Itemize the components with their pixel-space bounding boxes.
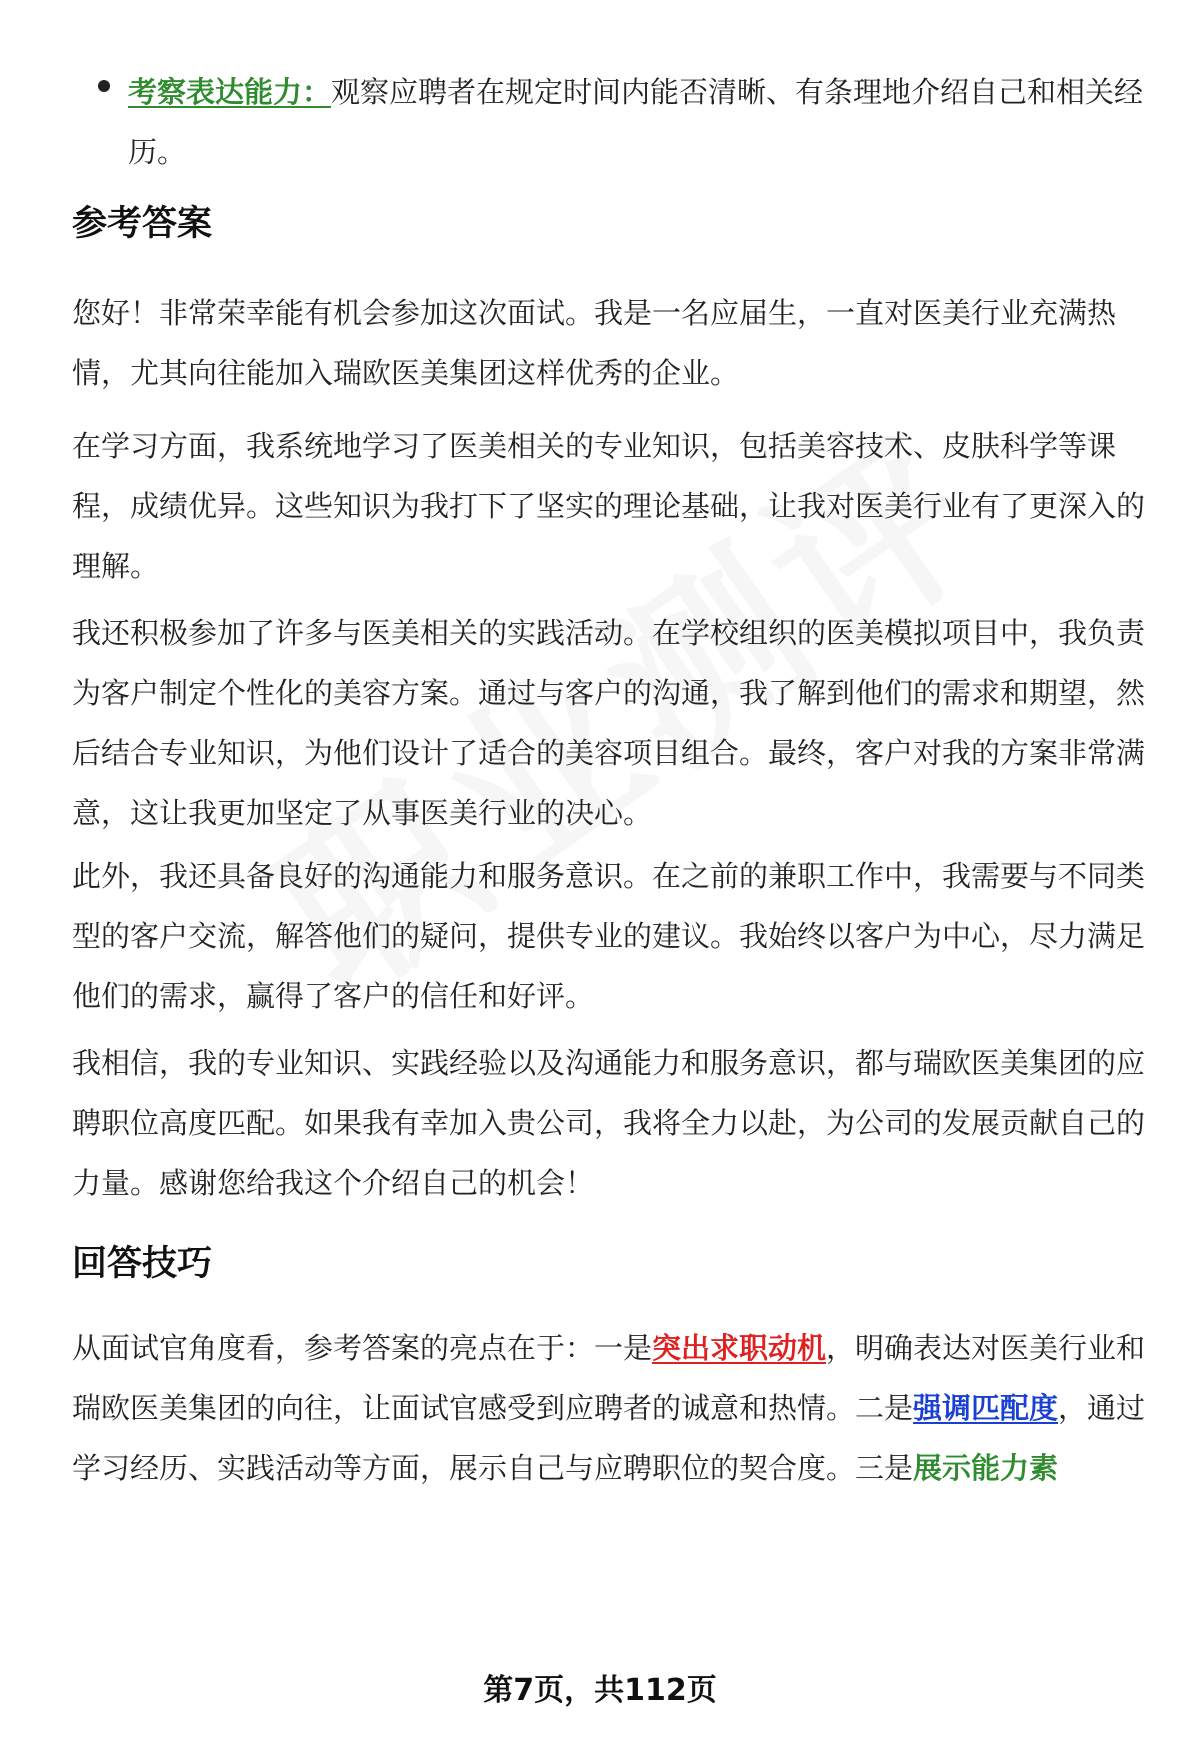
tips-text-1: 从面试官角度看，参考答案的亮点在于：一是 xyxy=(72,1331,653,1365)
tips-paragraph xyxy=(72,1318,1147,1498)
reference-paragraph-5: 我相信，我的专业知识、实践经验以及沟通能力和服务意识，都与瑞欧医美集团的应聘职位高度匹配。如果我有幸加入贵公司，我将全力以赴，为公司的发展贡献自己的力量。感谢您给我这个介绍自己的机会！ xyxy=(72,1046,1146,1200)
bullet-item xyxy=(128,62,1158,182)
tips-text-2: ，明确表达对医美行业和瑞欧医美集团的向往，让面试官感受到应聘者的诚意和热情。二是 xyxy=(72,1331,1146,1425)
heading-reference-answer: 参考答案 xyxy=(72,204,213,244)
bullet-text: 观察应聘者在规定时间内能否清晰、有条理地介绍自己和相关经历。 xyxy=(128,75,1144,169)
heading-answer-tips: 回答技巧 xyxy=(72,1244,213,1284)
page-number: 第7页，共112页 xyxy=(483,1673,717,1708)
tips-text-3: ，通过学习经历、实践活动等方面，展示自己与应聘职位的契合度。三是 xyxy=(72,1391,1146,1485)
reference-paragraph-4: 此外，我还具备良好的沟通能力和服务意识。在之前的兼职工作中，我需要与不同类型的客户交流，解答他们的疑问，提供专业的建议。我始终以客户为中心，尽力满足他们的需求，赢得了客户的信任和好评。 xyxy=(72,859,1146,1013)
highlight-ability: 展示能力素 xyxy=(913,1451,1059,1485)
highlight-motivation: 突出求职动机 xyxy=(652,1331,827,1365)
bullet-label: 考察表达能力： xyxy=(128,75,332,109)
reference-paragraph-2: 在学习方面，我系统地学习了医美相关的专业知识，包括美容技术、皮肤科学等课程，成绩优异。这些知识为我打下了坚实的理论基础，让我对医美行业有了更深入的理解。 xyxy=(72,429,1146,583)
reference-paragraph-3: 我还积极参加了许多与医美相关的实践活动。在学校组织的医美模拟项目中，我负责为客户制定个性化的美容方案。通过与客户的沟通，我了解到他们的需求和期望，然后结合专业知识，为他们设计了适合的美容项目组合。最终，客户对我的方案非常满意，这让我更加坚定了从事医美行业的决心。 xyxy=(72,616,1146,830)
bullet-dot-icon xyxy=(98,80,110,92)
highlight-match: 强调匹配度 xyxy=(913,1391,1059,1425)
reference-paragraph-1: 您好！非常荣幸能有机会参加这次面试。我是一名应届生，一直对医美行业充满热情，尤其向往能加入瑞欧医美集团这样优秀的企业。 xyxy=(72,296,1117,390)
